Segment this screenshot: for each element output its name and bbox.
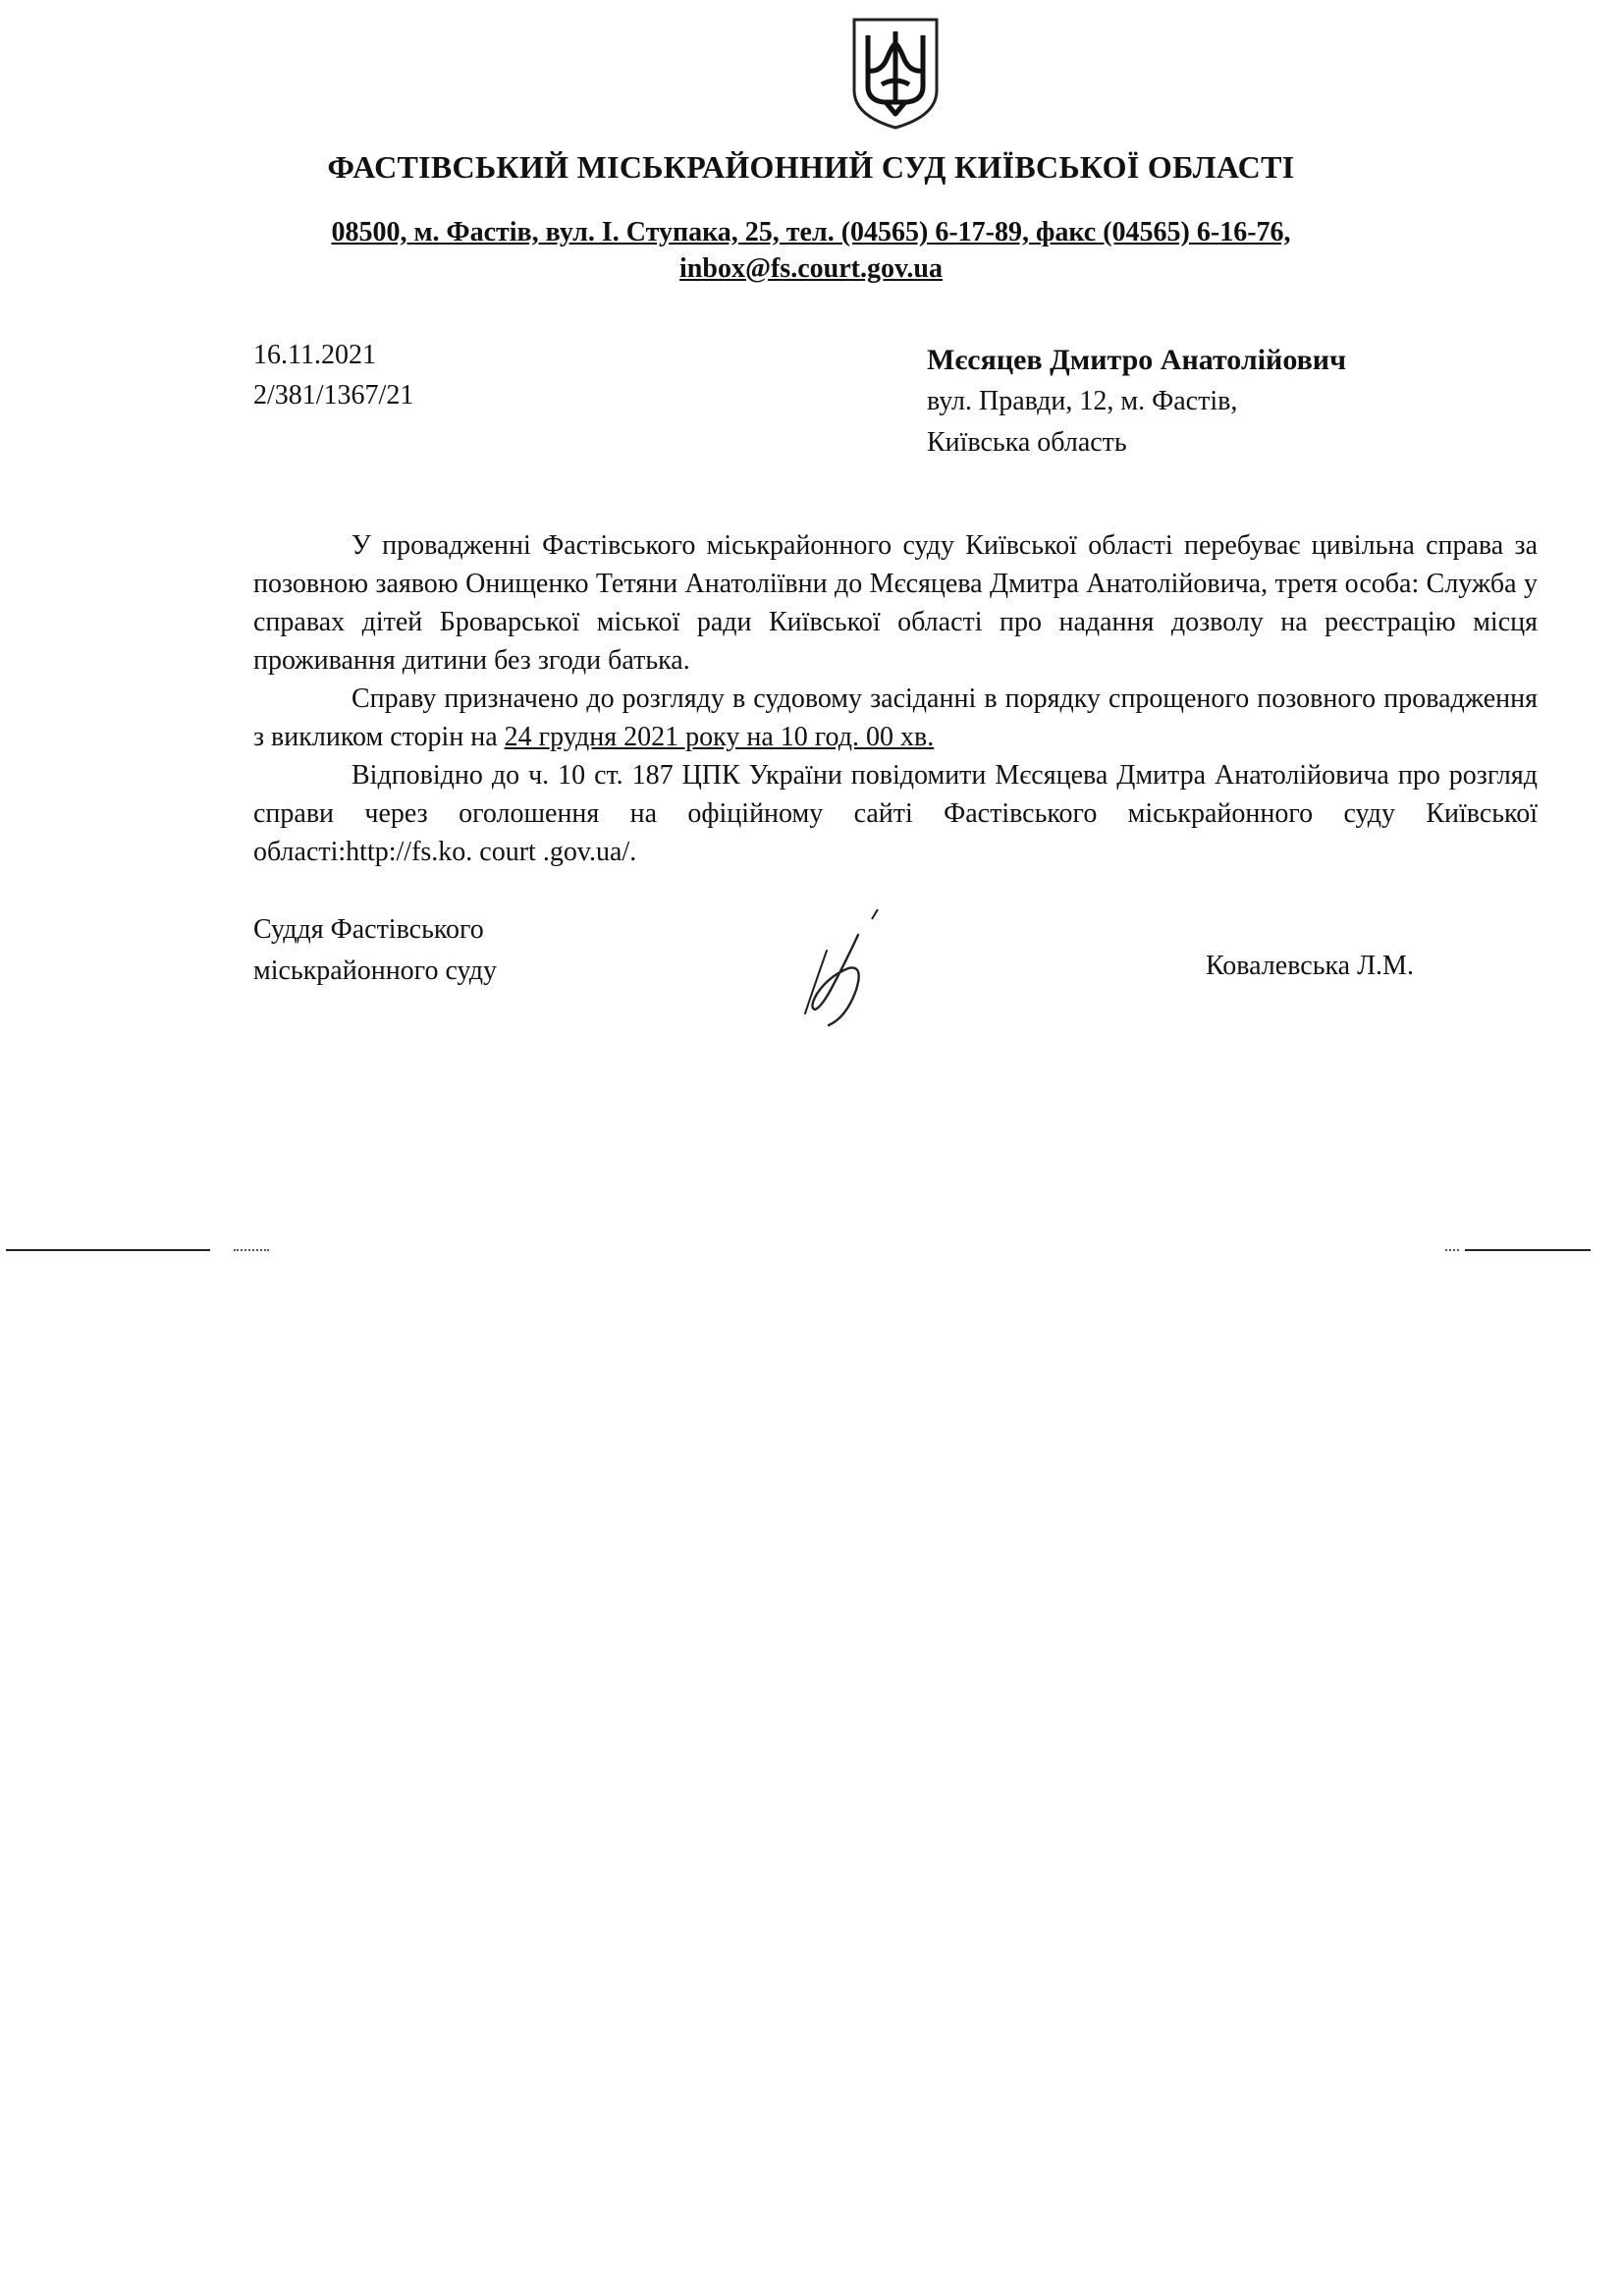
judge-title-line-2: міськрайонного суду [253, 956, 498, 986]
case-reference: 2/381/1367/21 [253, 380, 414, 410]
recipient-name: Мєсяцев Дмитро Анатолійович [927, 344, 1347, 376]
trident-emblem-icon [846, 14, 945, 132]
recipient-region: Київська область [927, 427, 1127, 458]
recipient-street: вул. Правди, 12, м. Фастів, [927, 386, 1238, 416]
footer-rule-left-dots [234, 1249, 269, 1251]
body-paragraph-1: У провадженні Фастівського міськрайонного суду Київської області перебуває цивільна справа за позовною заявою Онищенко Тетяни Анатоліївни до Мєсяцева Дмитра Анатолійовича, третя особа: Служба у справах дітей Броварської міської ради Київської області про надання дозволу на реєстрацію місця проживання дитини без згоди батька. [253, 530, 1538, 676]
court-email: inbox@fs.court.gov.ua [679, 253, 943, 284]
judge-title [253, 909, 497, 992]
judge-title-line-1: Суддя Фастівського [253, 914, 484, 945]
letter-body [253, 526, 1538, 871]
judge-name: Ковалевська Л.М. [1206, 951, 1414, 981]
document-date: 16.11.2021 [253, 340, 376, 370]
court-name: ФАСТІВСЬКИЙ МІСЬКРАЙОННИЙ СУД КИЇВСЬКОЇ ОБЛАСТІ [327, 149, 1295, 185]
body-paragraph-3: Відповідно до ч. 10 ст. 187 ЦПК України повідомити Мєсяцева Дмитра Анатолійовича про розгляд справи через оголошення на офіційному сайті Фастівського міськрайонного суду Київської області:http://fs.ko. court .gov.ua/. [253, 760, 1538, 867]
address-line-1: 08500, м. Фастів, вул. І. Ступака, 25, тел. (04565) 6-17-89, факс (04565) 6-16-76, [331, 217, 1291, 247]
body-paragraph-2 [253, 680, 1538, 756]
court-address [0, 214, 1622, 287]
hearing-date: 24 грудня 2021 року на 10 год. 00 хв. [504, 722, 935, 752]
handwritten-signature [776, 905, 893, 1033]
recipient-block [927, 340, 1346, 464]
footer-rule-right [1465, 1249, 1591, 1251]
footer-rule-left [6, 1249, 210, 1251]
footer-rule-right-dots [1445, 1249, 1459, 1251]
hearing-intro: Справу призначено до розгляду в судовому засіданні в порядку спрощеного позовного провадження з викликом сторін на [253, 683, 1538, 752]
